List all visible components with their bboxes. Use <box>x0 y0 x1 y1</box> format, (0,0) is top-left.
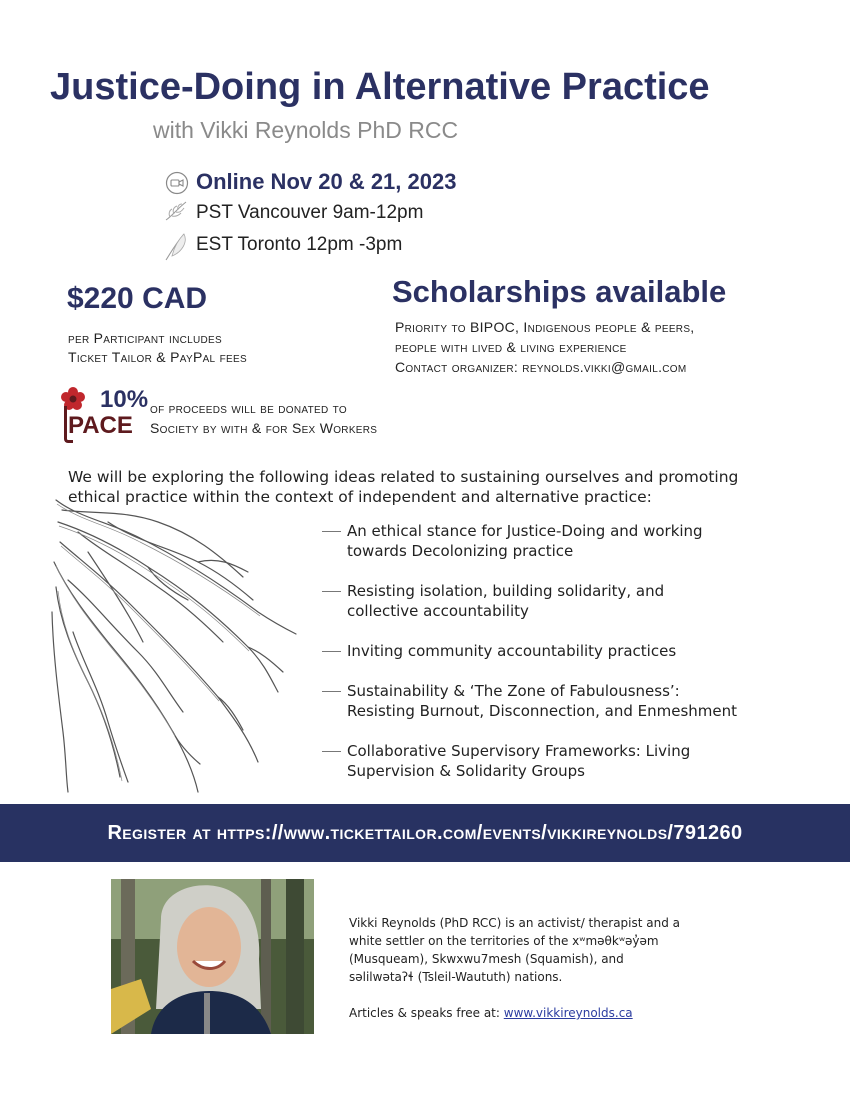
donation-line1: of proceeds will be donated to <box>150 400 347 416</box>
scholarships-line2: people with lived & living experience <box>395 339 627 355</box>
donation-line2: Society by with & for Sex Workers <box>150 420 378 436</box>
intro-text: We will be exploring the following ideas related to sustaining ourselves and promoting ethical practice within the context of independent and alternative practice: <box>68 468 739 506</box>
list-item <box>322 681 792 721</box>
topic-line: collective accountability <box>347 602 529 620</box>
presenter-bio <box>349 914 689 1022</box>
topic-line: Resisting Burnout, Disconnection, and Enmeshment <box>347 702 738 720</box>
video-camera-icon <box>165 171 189 195</box>
topic-line: An ethical stance for Justice-Doing and working <box>347 522 703 540</box>
scholarships-line1: Priority to BIPOC, Indigenous people & peers, <box>395 319 695 335</box>
list-item <box>322 521 792 561</box>
topic-line: Inviting community accountability practices <box>347 642 677 660</box>
scholarships-title: Scholarships available <box>392 274 727 309</box>
donation-percent: 10% <box>100 386 149 413</box>
articles-prefix: Articles & speaks free at: <box>349 1006 504 1020</box>
dash-icon <box>322 591 341 592</box>
dash-icon <box>322 531 341 532</box>
presenter-photo <box>111 879 314 1034</box>
topics-list <box>322 521 792 801</box>
page-title: Justice-Doing in Alternative Practice <box>50 66 710 108</box>
time-pst: PST Vancouver 9am-12pm <box>196 202 424 223</box>
price-note-line2: Ticket Tailor & PayPal fees <box>68 349 247 365</box>
feather-icon <box>162 230 190 262</box>
topic-line: Sustainability & ‘The Zone of Fabulousness’: <box>347 682 680 700</box>
dash-icon <box>322 751 341 752</box>
topic-line: Collaborative Supervisory Frameworks: Living <box>347 742 691 760</box>
register-link[interactable]: Register at https://www.tickettailor.com/events/vikkireynolds/791260 <box>107 822 743 844</box>
pace-logo: PACE <box>68 412 133 439</box>
roots-illustration <box>48 492 298 797</box>
page-subtitle: with Vikki Reynolds PhD RCC <box>153 117 459 143</box>
topic-line: Resisting isolation, building solidarity, and <box>347 582 665 600</box>
leaf-icon <box>162 198 192 224</box>
list-item <box>322 741 792 781</box>
website-link[interactable]: www.vikkireynolds.ca <box>503 1006 633 1020</box>
dash-icon <box>322 651 341 652</box>
topic-line: towards Decolonizing practice <box>347 542 574 560</box>
bio-text: Vikki Reynolds (PhD RCC) is an activist/ therapist and a white settler on the territories of the xʷməθkʷəy̓əm (Musqueam), Skwxwu7mesh (Squamish), and səlilwətaʔɬ (Tsleil-Waututh) nations. <box>349 916 681 984</box>
list-item <box>322 641 792 661</box>
list-item <box>322 581 792 621</box>
topic-line: Supervision & Solidarity Groups <box>347 762 585 780</box>
event-date: Online Nov 20 & 21, 2023 <box>196 169 457 194</box>
articles-line <box>349 1004 689 1022</box>
price: $220 CAD <box>67 282 208 315</box>
dash-icon <box>322 691 341 692</box>
price-note-line1: per Participant includes <box>68 330 222 346</box>
time-est: EST Toronto 12pm -3pm <box>196 234 403 255</box>
scholarships-contact: Contact organizer: reynolds.vikki@gmail.com <box>395 359 687 375</box>
